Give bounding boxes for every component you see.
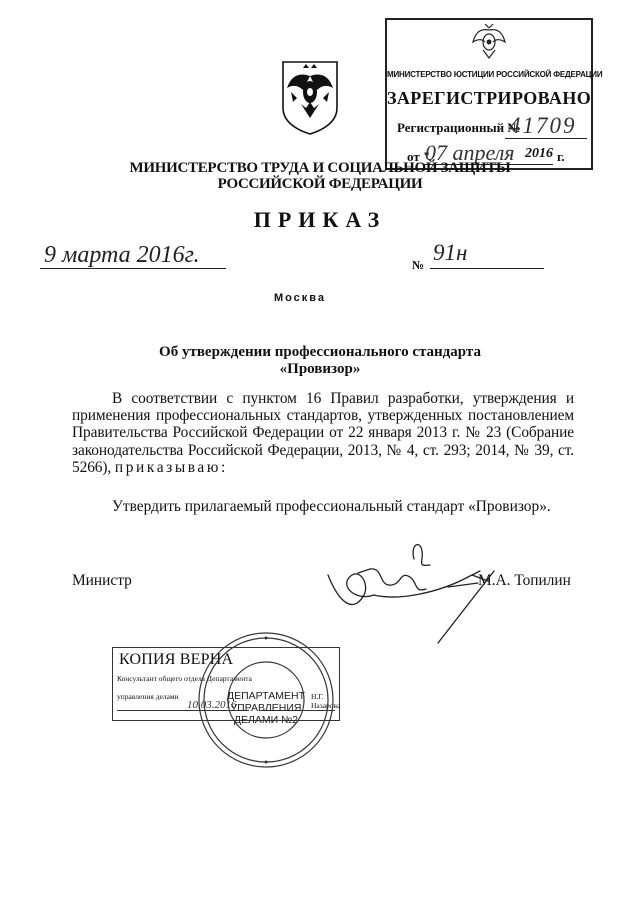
copy-stamp-date: 10.03.2016 — [187, 699, 237, 711]
body-paragraph-text: В соответствии с пунктом 16 Правил разработки, утверждения и применения профессиональных стандартов, утвержденных постановлением Правительства Российской Федерации от 22 января 2013 г. № 23 (Собрание законодательства Российской Федерации, 2013, № 4, ст. 293; 2014, № 39, ст. 5266), — [72, 390, 574, 476]
signer-title: Министр — [72, 572, 132, 589]
copy-stamp-signer: Н.Г. Назарова — [311, 692, 341, 710]
approve-line: Утвердить прилагаемый профессиональный стандарт «Провизор». — [112, 498, 551, 515]
registration-date-prefix: от " — [407, 149, 431, 164]
order-subject-line2: «Провизор» — [279, 361, 361, 377]
registration-stamp — [385, 18, 603, 170]
registration-number-underline — [505, 138, 587, 139]
city: Москва — [273, 292, 327, 304]
order-subject-line1: Об утверждении профессионального стандарта — [159, 344, 481, 360]
registration-date-suffix: г. — [557, 149, 565, 164]
coat-of-arms-icon — [275, 58, 345, 136]
handwritten-signature — [318, 535, 518, 647]
copy-stamp-position-line1: Консультант общего отдела Департамента — [117, 674, 252, 683]
registration-status: ЗАРЕГИСТРИРОВАНО — [387, 88, 592, 108]
seal-center-text: ДЕПАРТАМЕНТ УПРАВЛЕНИЯ ДЕЛАМИ №2 — [226, 690, 305, 726]
registration-date-year: 2016 — [525, 146, 553, 161]
document-type: ПРИКАЗ — [253, 207, 387, 232]
registration-ministry: МИНИСТЕРСТВО ЮСТИЦИИ РОССИЙСКОЙ ФЕДЕРАЦИИ — [387, 70, 603, 79]
ministry-title-line1: МИНИСТЕРСТВО ТРУДА И СОЦИАЛЬНОЙ ЗАЩИТЫ — [129, 160, 511, 176]
order-subject — [60, 344, 580, 378]
order-word: приказываю: — [114, 458, 228, 476]
registration-date-value: 07 апреля — [425, 140, 515, 165]
body-paragraph — [72, 390, 574, 476]
order-number-value: 91н — [433, 240, 468, 265]
signer-name: М.А. Топилин — [478, 572, 571, 589]
order-number-underline — [430, 268, 544, 269]
registration-number-value: 41709 — [509, 113, 577, 138]
copy-stamp-position-line2: управления делами — [117, 692, 179, 701]
registration-number-label: Регистрационный № — [397, 120, 521, 135]
eagle-emblem-icon — [469, 22, 509, 60]
order-date: 9 марта 2016г. — [44, 242, 200, 268]
order-number-label: № — [412, 258, 425, 272]
ministry-title-line2: РОССИЙСКОЙ ФЕДЕРАЦИИ — [217, 176, 423, 192]
copy-stamp-title: КОПИЯ ВЕРНА — [119, 651, 234, 668]
order-date-underline — [40, 268, 226, 269]
ministry-title — [60, 160, 580, 192]
